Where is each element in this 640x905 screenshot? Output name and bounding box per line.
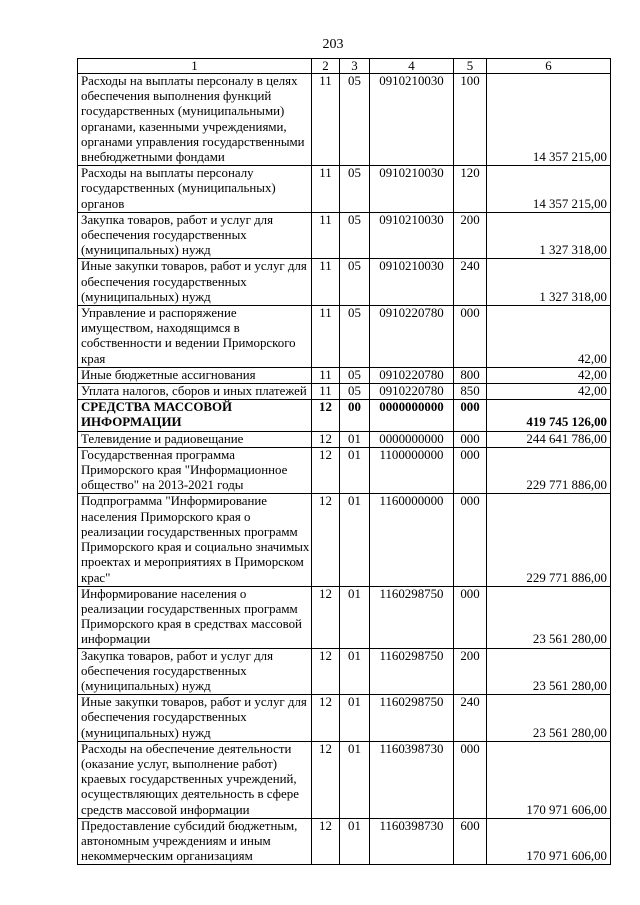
subsection-code: 00 xyxy=(340,400,370,431)
table-row xyxy=(78,818,611,865)
target-article-code: 0000000000 xyxy=(370,400,454,431)
amount: 23 561 280,00 xyxy=(487,695,611,742)
expense-type-code: 800 xyxy=(454,367,487,383)
section-code: 11 xyxy=(312,259,340,306)
expense-type-code: 100 xyxy=(454,74,487,166)
section-code: 12 xyxy=(312,494,340,586)
column-header-6: 6 xyxy=(487,59,611,74)
expense-type-code: 000 xyxy=(454,586,487,648)
section-code: 11 xyxy=(312,212,340,259)
subsection-code: 01 xyxy=(340,431,370,447)
item-name: Предоставление субсидий бюджетным, автономным учреждениям и иным некоммерческим организациям xyxy=(78,818,312,865)
table-row xyxy=(78,367,611,383)
item-name: Информирование населения о реализации государственных программ Приморского края в средствах массовой информации xyxy=(78,586,312,648)
target-article-code: 0910210030 xyxy=(370,74,454,166)
item-name: Расходы на обеспечение деятельности (оказание услуг, выполнение работ) краевых государственных учреждений, осуществляющих деятельность в сфере средств массовой информации xyxy=(78,741,312,818)
table-row xyxy=(78,74,611,166)
item-name: Государственная программа Приморского края "Информационное общество" на 2013-2021 годы xyxy=(78,447,312,494)
target-article-code: 1160298750 xyxy=(370,695,454,742)
subsection-code: 01 xyxy=(340,695,370,742)
item-name: Расходы на выплаты персоналу в целях обеспечения выполнения функций государственных (муниципальными) органами, казенными учреждениями, органами управления государственными внебюджетными фондами xyxy=(78,74,312,166)
section-code: 12 xyxy=(312,447,340,494)
section-code: 12 xyxy=(312,741,340,818)
expense-type-code: 000 xyxy=(454,741,487,818)
subsection-code: 05 xyxy=(340,384,370,400)
subsection-code: 01 xyxy=(340,586,370,648)
table-row xyxy=(78,166,611,213)
item-name: Расходы на выплаты персоналу государственных (муниципальных) органов xyxy=(78,166,312,213)
section-code: 11 xyxy=(312,306,340,368)
subsection-code: 05 xyxy=(340,212,370,259)
amount: 14 357 215,00 xyxy=(487,166,611,213)
column-header-3: 3 xyxy=(340,59,370,74)
section-total-amount: 419 745 126,00 xyxy=(487,400,611,431)
subsection-code: 01 xyxy=(340,447,370,494)
section-code: 12 xyxy=(312,431,340,447)
expense-type-code: 120 xyxy=(454,166,487,213)
amount: 42,00 xyxy=(487,384,611,400)
item-name: Уплата налогов, сборов и иных платежей xyxy=(78,384,312,400)
target-article-code: 0910210030 xyxy=(370,166,454,213)
item-name: Закупка товаров, работ и услуг для обеспечения государственных (муниципальных) нужд xyxy=(78,212,312,259)
amount: 1 327 318,00 xyxy=(487,259,611,306)
page-number: 203 xyxy=(322,37,344,52)
expense-type-code: 240 xyxy=(454,259,487,306)
section-code: 12 xyxy=(312,695,340,742)
table-row xyxy=(78,586,611,648)
subsection-code: 05 xyxy=(340,259,370,306)
amount: 23 561 280,00 xyxy=(487,586,611,648)
item-name: Иные закупки товаров, работ и услуг для обеспечения государственных (муниципальных) нужд xyxy=(78,695,312,742)
amount: 14 357 215,00 xyxy=(487,74,611,166)
expense-type-code: 000 xyxy=(454,400,487,431)
table-row xyxy=(78,695,611,742)
target-article-code: 0910210030 xyxy=(370,259,454,306)
expense-type-code: 000 xyxy=(454,306,487,368)
amount: 170 971 606,00 xyxy=(487,741,611,818)
amount: 1 327 318,00 xyxy=(487,212,611,259)
section-code: 11 xyxy=(312,166,340,213)
subsection-code: 05 xyxy=(340,166,370,213)
target-article-code: 1160298750 xyxy=(370,648,454,695)
section-code: 11 xyxy=(312,367,340,383)
section-code: 11 xyxy=(312,74,340,166)
item-name: Управление и распоряжение имуществом, находящимся в собственности и ведении Приморского края xyxy=(78,306,312,368)
column-header-1: 1 xyxy=(78,59,312,74)
target-article-code: 0910220780 xyxy=(370,306,454,368)
table-row xyxy=(78,306,611,368)
expense-type-code: 200 xyxy=(454,212,487,259)
table-row xyxy=(78,212,611,259)
column-header-4: 4 xyxy=(370,59,454,74)
section-code: 11 xyxy=(312,384,340,400)
table-row xyxy=(78,259,611,306)
header-row xyxy=(78,59,611,74)
amount: 229 771 886,00 xyxy=(487,447,611,494)
column-header-5: 5 xyxy=(454,59,487,74)
item-name: Иные закупки товаров, работ и услуг для обеспечения государственных (муниципальных) нужд xyxy=(78,259,312,306)
expense-type-code: 000 xyxy=(454,447,487,494)
section-code: 12 xyxy=(312,818,340,865)
expense-type-code: 240 xyxy=(454,695,487,742)
target-article-code: 1160398730 xyxy=(370,818,454,865)
item-name: Закупка товаров, работ и услуг для обеспечения государственных (муниципальных) нужд xyxy=(78,648,312,695)
item-name: Иные бюджетные ассигнования xyxy=(78,367,312,383)
amount: 170 971 606,00 xyxy=(487,818,611,865)
table-row xyxy=(78,384,611,400)
section-total-row xyxy=(78,400,611,431)
expense-type-code: 000 xyxy=(454,431,487,447)
target-article-code: 1160298750 xyxy=(370,586,454,648)
subsection-code: 05 xyxy=(340,367,370,383)
column-header-2: 2 xyxy=(312,59,340,74)
item-name: Телевидение и радиовещание xyxy=(78,431,312,447)
table-row xyxy=(78,431,611,447)
amount: 23 561 280,00 xyxy=(487,648,611,695)
section-code: 12 xyxy=(312,400,340,431)
expense-type-code: 850 xyxy=(454,384,487,400)
expense-type-code: 000 xyxy=(454,494,487,586)
budget-table xyxy=(77,58,611,865)
target-article-code: 1100000000 xyxy=(370,447,454,494)
amount: 244 641 786,00 xyxy=(487,431,611,447)
target-article-code: 1160398730 xyxy=(370,741,454,818)
expense-type-code: 200 xyxy=(454,648,487,695)
expense-type-code: 600 xyxy=(454,818,487,865)
subsection-code: 01 xyxy=(340,648,370,695)
subsection-code: 01 xyxy=(340,494,370,586)
target-article-code: 0910220780 xyxy=(370,367,454,383)
table-row xyxy=(78,741,611,818)
table-row xyxy=(78,648,611,695)
subsection-code: 05 xyxy=(340,306,370,368)
subsection-code: 01 xyxy=(340,741,370,818)
target-article-code: 1160000000 xyxy=(370,494,454,586)
section-code: 12 xyxy=(312,586,340,648)
subsection-code: 01 xyxy=(340,818,370,865)
table-row xyxy=(78,447,611,494)
item-name: Подпрограмма "Информирование населения Приморского края о реализации государственных программ Приморского края и социально значимых проектах и мероприятиях в Приморском крас" xyxy=(78,494,312,586)
target-article-code: 0910210030 xyxy=(370,212,454,259)
target-article-code: 0910220780 xyxy=(370,384,454,400)
amount: 42,00 xyxy=(487,306,611,368)
section-title: СРЕДСТВА МАССОВОЙ ИНФОРМАЦИИ xyxy=(78,400,312,431)
section-code: 12 xyxy=(312,648,340,695)
target-article-code: 0000000000 xyxy=(370,431,454,447)
subsection-code: 05 xyxy=(340,74,370,166)
amount: 229 771 886,00 xyxy=(487,494,611,586)
amount: 42,00 xyxy=(487,367,611,383)
table-row xyxy=(78,494,611,586)
